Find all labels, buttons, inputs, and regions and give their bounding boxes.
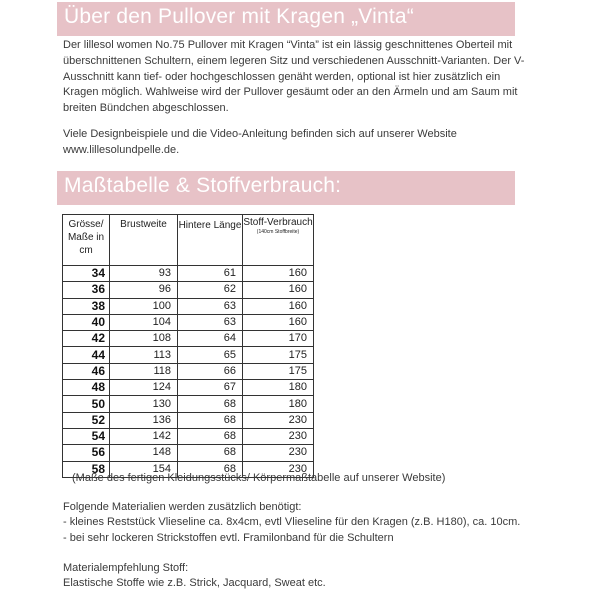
cell-chest: 130 [110,396,178,412]
cell-fabric: 170 [243,331,314,347]
table-row [63,266,314,282]
cell-back-length: 65 [178,347,243,363]
intro-paragraph: Der lillesol women No.75 Pullover mit Kragen “Vinta” ist ein lässig geschnittenes Oberteil mit überschnittenen Schultern, einem legeren Sitz und verschiedenen Ausschnitt-Varianten. Der V-Ausschnitt kann tief- oder hochgeschlossen genäht werden, optional ist hier zusätzlich ein Kragen möglich. Wahlweise wird der Pullover gesäumt oder an den Ärmeln und am Saum mit breiten Bündchen abgeschlossen. [63,39,525,115]
cell-fabric: 175 [243,347,314,363]
cell-fabric: 160 [243,314,314,330]
size-table [62,214,314,478]
header-fabric-note: (140cm Stoffbreite) [256,229,300,235]
table-row [63,445,314,461]
table-row [63,347,314,363]
cell-back-length: 67 [178,380,243,396]
cell-chest: 124 [110,380,178,396]
cell-size: 48 [63,380,110,396]
cell-size: 38 [63,298,110,314]
cell-size: 46 [63,363,110,379]
cell-back-length: 68 [178,461,243,477]
table-row [63,363,314,379]
cell-fabric: 160 [243,298,314,314]
cell-size: 52 [63,412,110,428]
cell-size: 40 [63,314,110,330]
cell-fabric: 175 [243,363,314,379]
section-header-title: Über den Pullover mit Kragen „Vinta“ [64,5,414,28]
cell-fabric: 230 [243,428,314,444]
fabric-recommendation-text: Elastische Stoffe wie z.B. Strick, Jacquard, Sweat etc. [63,577,326,589]
table-row [63,396,314,412]
cell-back-length: 68 [178,445,243,461]
cell-chest: 118 [110,363,178,379]
cell-fabric: 160 [243,282,314,298]
cell-back-length: 68 [178,428,243,444]
table-row [63,314,314,330]
cell-size: 50 [63,396,110,412]
cell-chest: 148 [110,445,178,461]
header-size: Grösse/ Maße in cm [63,215,110,266]
section-header-pullover [57,2,515,36]
materials-title: Folgende Materialien werden zusätzlich benötigt: [63,501,302,513]
table-header-row [63,215,314,266]
cell-fabric: 160 [243,266,314,282]
cell-back-length: 64 [178,331,243,347]
cell-size: 58 [63,461,110,477]
materials-item: - kleines Reststück Vlieseline ca. 8x4cm, evtl Vlieseline für den Kragen (z.B. H180), ca. 10cm. [63,516,521,528]
cell-chest: 93 [110,266,178,282]
table-row [63,428,314,444]
header-fabric [243,215,314,266]
cell-size: 56 [63,445,110,461]
cell-fabric: 230 [243,412,314,428]
cell-size: 36 [63,282,110,298]
cell-chest: 113 [110,347,178,363]
cell-chest: 108 [110,331,178,347]
table-note: (Maße des fertigen Kleidungsstücks/ Körpermaßtabelle auf unserer Website) [72,472,446,484]
cell-size: 54 [63,428,110,444]
header-back-length: Hintere Länge [178,215,243,266]
table-row [63,298,314,314]
cell-size: 34 [63,266,110,282]
cell-back-length: 61 [178,266,243,282]
table-row [63,380,314,396]
cell-chest: 154 [110,461,178,477]
cell-size: 42 [63,331,110,347]
header-chest: Brustweite [110,215,178,266]
website-paragraph: Viele Designbeispiele und die Video-Anleitung befinden sich auf unserer Website www.lillesolundpelle.de. [63,128,457,156]
section-header-title: Maßtabelle & Stoffverbrauch: [64,174,342,197]
cell-back-length: 66 [178,363,243,379]
cell-chest: 104 [110,314,178,330]
cell-chest: 100 [110,298,178,314]
section-header-size-table [57,171,515,205]
cell-chest: 136 [110,412,178,428]
cell-chest: 96 [110,282,178,298]
cell-fabric: 180 [243,396,314,412]
cell-fabric: 180 [243,380,314,396]
materials-item: - bei sehr lockeren Strickstoffen evtl. Framilonband für die Schultern [63,532,394,544]
cell-back-length: 68 [178,396,243,412]
header-fabric-label: Stoff-Verbrauch [243,217,313,228]
cell-fabric: 230 [243,445,314,461]
cell-chest: 142 [110,428,178,444]
cell-back-length: 63 [178,298,243,314]
cell-size: 44 [63,347,110,363]
table-row [63,282,314,298]
cell-back-length: 68 [178,412,243,428]
cell-fabric: 230 [243,461,314,477]
table-row [63,412,314,428]
fabric-recommendation-title: Materialempfehlung Stoff: [63,562,189,574]
size-table-body [63,266,314,478]
cell-back-length: 63 [178,314,243,330]
table-row [63,331,314,347]
cell-back-length: 62 [178,282,243,298]
